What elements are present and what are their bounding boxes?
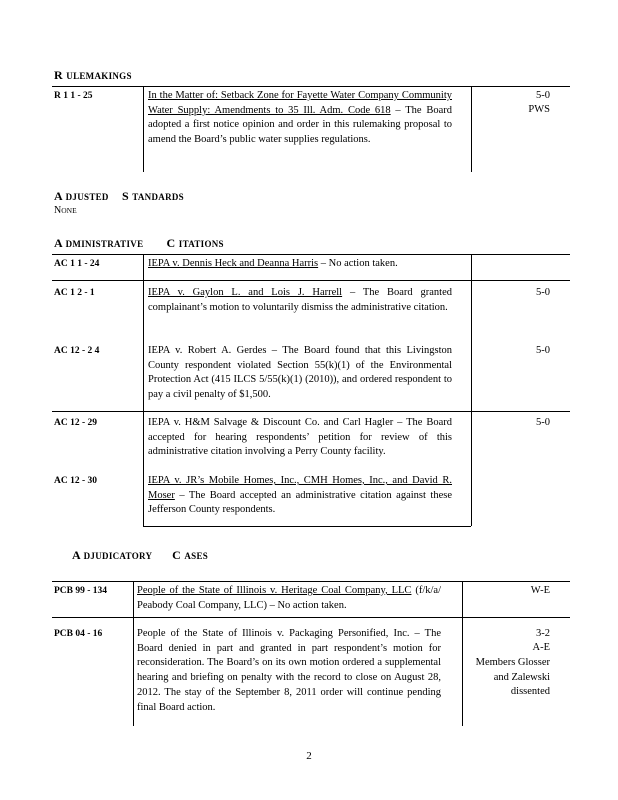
case-body: People of the State of Illinois v. Packaging Personified, Inc. – The Board denied in part and granted in part respondent’s motion for reconsideration. The Board’s on its own motion ordered a supplemental hearing and briefing on penalty with the record to close on August 28, 2012. The stay of the September 8, 2011 order will continue pending final Board action. <box>137 628 441 713</box>
table-rule <box>52 617 570 618</box>
adjudicatory-cases-heading <box>72 548 208 563</box>
heading-initial: R <box>54 68 63 82</box>
heading-rest: ULEMAKINGS <box>66 71 132 81</box>
case-description <box>148 257 452 272</box>
table-rule <box>52 254 570 255</box>
heading-rest: DMINISTRATIVE <box>65 239 144 249</box>
table-divider <box>143 86 144 172</box>
heading-rest: DJUSTED <box>65 192 109 202</box>
case-description <box>137 584 441 613</box>
case-body: – The Board accepted an administrative citation against these Jefferson County respondents. <box>148 489 452 516</box>
vote: 3-2 <box>536 628 550 639</box>
docket-id: AC 1 1 - 24 <box>54 259 100 269</box>
heading-initial: A <box>54 236 63 250</box>
heading-rest: TANDARDS <box>132 192 184 202</box>
table-rule <box>52 86 570 87</box>
table-divider <box>471 86 472 172</box>
heading-rest: ITATIONS <box>178 239 224 249</box>
adjusted-standards-heading <box>54 189 184 204</box>
docket-id: AC 12 - 30 <box>54 476 98 486</box>
case-title[interactable]: IEPA v. Gaylon L. and Lois J. Harrell <box>148 287 343 298</box>
case-body: IEPA v. Robert A. Gerdes – The Board found that this Livingston County respondent violated Section 55(k)(1) of the Environmental Protection Act (415 ILCS 5/55(k)(1) (2010)), and ordered respondent to pay a civil penalty of $1,500. <box>148 345 452 401</box>
heading-initial: S <box>121 189 129 203</box>
none-label <box>54 205 77 216</box>
case-body: IEPA v. H&M Salvage & Discount Co. and Carl Hagler – The Board accepted for hearing respondents’ petition for review of this administrative citation involving a Perry County facility. <box>148 417 452 458</box>
heading-rest: ASES <box>184 551 209 561</box>
case-title[interactable]: People of the State of Illinois v. Heritage Coal Company, LLC <box>137 585 412 596</box>
table-divider <box>462 581 463 726</box>
vote-note: PWS <box>528 104 550 115</box>
vote: W-E <box>530 585 550 596</box>
rulemakings-heading <box>54 68 132 83</box>
table-rule <box>52 411 570 412</box>
case-title[interactable]: In the Matter of: Setback Zone for Fayette Water Company Community Water Supply: Amendments to 35 Ill. Adm. Code 618 <box>148 90 452 116</box>
table-divider <box>133 581 134 726</box>
vote: 5-0 <box>536 90 550 101</box>
heading-initial: C <box>172 548 182 562</box>
case-title[interactable]: IEPA v. Dennis Heck and Deanna Harris <box>148 258 319 269</box>
case-description <box>137 627 441 715</box>
table-rule <box>52 581 570 582</box>
table-divider <box>143 254 144 526</box>
table-divider <box>471 254 472 526</box>
table-rule <box>52 280 570 281</box>
case-description <box>148 89 452 148</box>
case-body: (f/k/a/ Peabody Coal Company, LLC) – No action taken. <box>137 585 442 611</box>
none-rest: ONE <box>61 206 77 215</box>
case-body: – No action taken. <box>318 258 398 269</box>
docket-id: AC 1 2 - 1 <box>54 288 95 298</box>
heading-initial: C <box>166 236 176 250</box>
vote-dissent: Members Glosser and Zalewski dissented <box>475 657 550 698</box>
case-description <box>148 344 452 403</box>
heading-initial: A <box>54 189 63 203</box>
docket-id: R 1 1 - 25 <box>54 91 93 101</box>
case-description <box>148 286 452 315</box>
table-rule <box>143 526 471 527</box>
vote-note: A-E <box>532 642 550 653</box>
page-number: 2 <box>306 750 312 762</box>
vote: 5-0 <box>536 287 550 298</box>
case-body: – The Board granted complainant’s motion to voluntarily dismiss the administrative citation. <box>148 287 453 313</box>
docket-id: PCB 04 - 16 <box>54 629 103 639</box>
vote: 5-0 <box>536 345 550 356</box>
vote: 5-0 <box>536 417 550 428</box>
none-initial: N <box>54 205 62 216</box>
case-description <box>148 474 452 518</box>
case-title[interactable]: IEPA v. JR’s Mobile Homes, Inc., CMH Homes, Inc., and David R. Moser <box>148 475 452 501</box>
heading-rest: DJUDICATORY <box>83 551 153 561</box>
heading-initial: A <box>72 548 81 562</box>
case-description <box>148 416 452 460</box>
docket-id: AC 12 - 29 <box>54 418 98 428</box>
docket-id: PCB 99 - 134 <box>54 586 108 596</box>
administrative-citations-heading <box>54 236 224 251</box>
docket-id: AC 12 - 2 4 <box>54 346 100 356</box>
case-body: – The Board adopted a first notice opinion and order in this rulemaking proposal to amend the Board’s public water supplies regulations. <box>148 104 452 146</box>
